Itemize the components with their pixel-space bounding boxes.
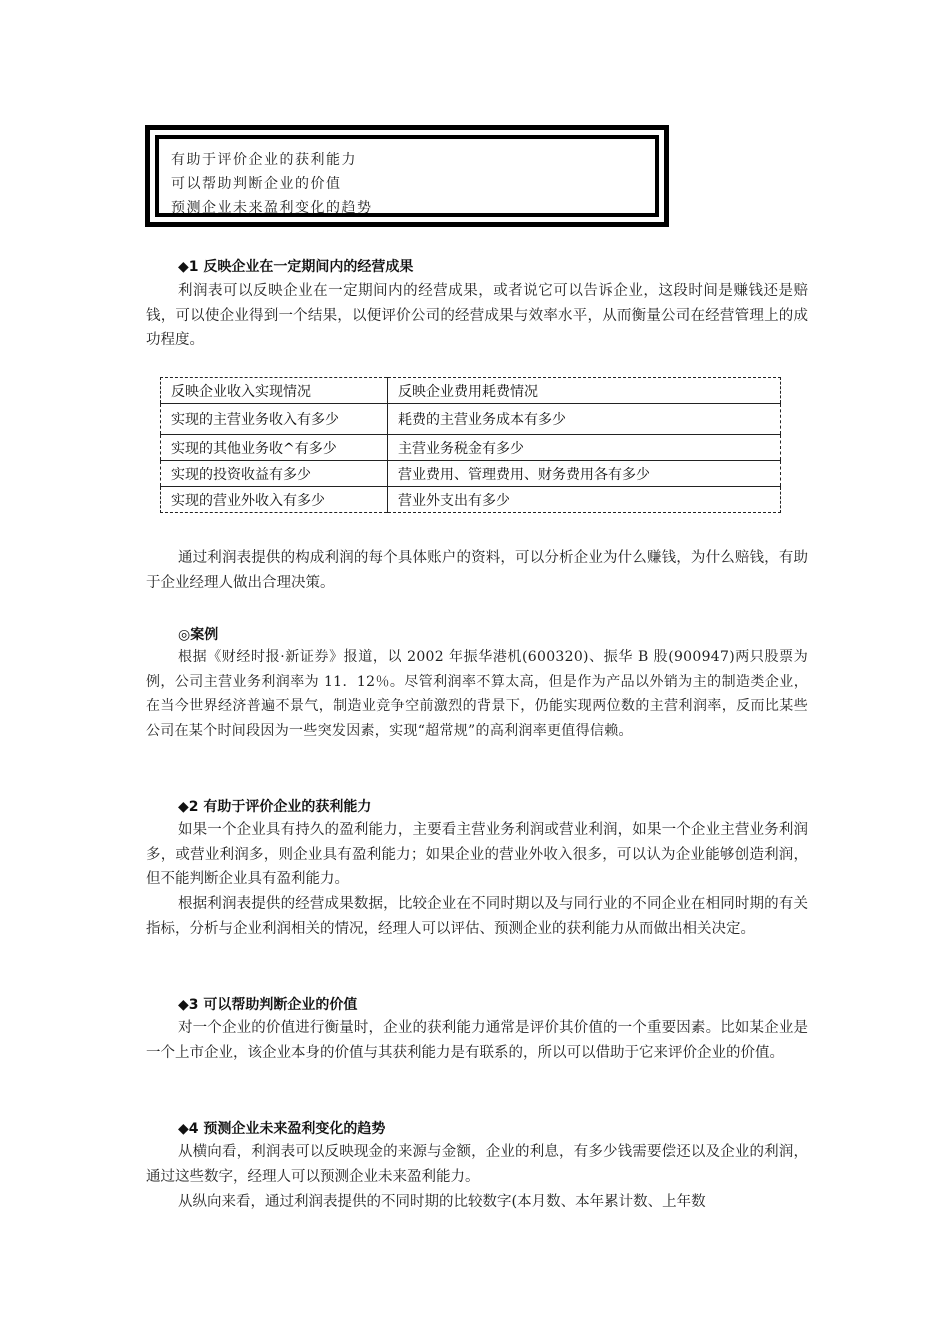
table-header-cell: 反映企业收入实现情况 <box>161 378 388 404</box>
table-header-row <box>161 378 781 404</box>
table-row <box>161 404 781 435</box>
table-cell: 实现的其他业务收^有多少 <box>161 435 388 461</box>
section-1-heading: ◆1 反映企业在一定期间内的经营成果 <box>178 259 414 275</box>
after-table-paragraph: 通过利润表提供的构成利润的每个具体账户的资料，可以分析企业为什么赚钱，为什么赔钱，有助于企业经理人做出合理决策。 <box>146 550 808 591</box>
revenue-expense-table <box>160 377 781 513</box>
section-1-paragraph: 利润表可以反映企业在一定期间内的经营成果，或者说它可以告诉企业，这段时间是赚钱还是赔钱，可以使企业得到一个结果，以便评价公司的经营成果与效率水平，从而衡量公司在经营管理上的成功程度。 <box>146 283 808 348</box>
table-header-cell: 反映企业费用耗费情况 <box>388 378 781 404</box>
table-cell: 耗费的主营业务成本有多少 <box>388 404 781 435</box>
table-cell: 实现的主营业务收入有多少 <box>161 404 388 435</box>
summary-box <box>145 125 669 227</box>
table-row <box>161 435 781 461</box>
table-cell: 实现的投资收益有多少 <box>161 461 388 487</box>
section-4-paragraph-2: 从纵向来看，通过利润表提供的不同时期的比较数字(本月数、本年累计数、上年数 <box>178 1194 706 1210</box>
summary-line: 预测企业未来盈利变化的趋势 <box>171 200 373 216</box>
table-cell: 营业费用、管理费用、财务费用各有多少 <box>388 461 781 487</box>
summary-line: 可以帮助判断企业的价值 <box>171 176 342 192</box>
section-2-paragraph-2: 根据利润表提供的经营成果数据，比较企业在不同时期以及与同行业的不同企业在相同时期的有关指标，分析与企业利润相关的情况，经理人可以评估、预测企业的获利能力从而做出相关决定。 <box>146 896 808 937</box>
section-3-heading: ◆3 可以帮助判断企业的价值 <box>178 997 358 1013</box>
table-row <box>161 461 781 487</box>
section-4-paragraph-1: 从横向看，利润表可以反映现金的来源与金额，企业的利息，有多少钱需要偿还以及企业的利润，通过这些数字，经理人可以预测企业未来盈利能力。 <box>146 1144 808 1185</box>
case-heading: ◎案例 <box>178 627 219 643</box>
section-4-heading: ◆4 预测企业未来盈利变化的趋势 <box>178 1121 386 1137</box>
section-2-paragraph-1: 如果一个企业具有持久的盈利能力，主要看主营业务利润或营业利润，如果一个企业主营业务利润多，或营业利润多，则企业具有盈利能力；如果企业的营业外收入很多，可以认为企业能够创造利润，但不能判断企业具有盈利能力。 <box>146 822 808 887</box>
table-cell: 实现的营业外收入有多少 <box>161 487 388 513</box>
section-2-heading: ◆2 有助于评价企业的获利能力 <box>178 799 372 815</box>
section-3-paragraph: 对一个企业的价值进行衡量时，企业的获利能力通常是评价其价值的一个重要因素。比如某企业是一个上市企业，该企业本身的价值与其获利能力是有联系的，所以可以借助于它来评价企业的价值。 <box>146 1020 808 1061</box>
table-row <box>161 487 781 513</box>
table-cell: 营业外支出有多少 <box>388 487 781 513</box>
summary-box-inner-border <box>155 135 659 217</box>
summary-line: 有助于评价企业的获利能力 <box>171 152 357 168</box>
table-cell: 主营业务税金有多少 <box>388 435 781 461</box>
case-paragraph: 根据《财经时报·新证券》报道，以 2002 年振华港机(600320)、振华 B 股(900947)两只股票为例，公司主营业务利润率为 11．12％。尽管利润率不算太高，但是作为产品以外销为主的制造类企业，在当今世界经济普遍不景气，制造业竞争空前激烈的背景下，仍能实现两位数的主营利润率，反而比某些公司在某个时间段因为一些突发因素，实现“超常规”的高利润率更值得信赖。 <box>146 649 808 739</box>
